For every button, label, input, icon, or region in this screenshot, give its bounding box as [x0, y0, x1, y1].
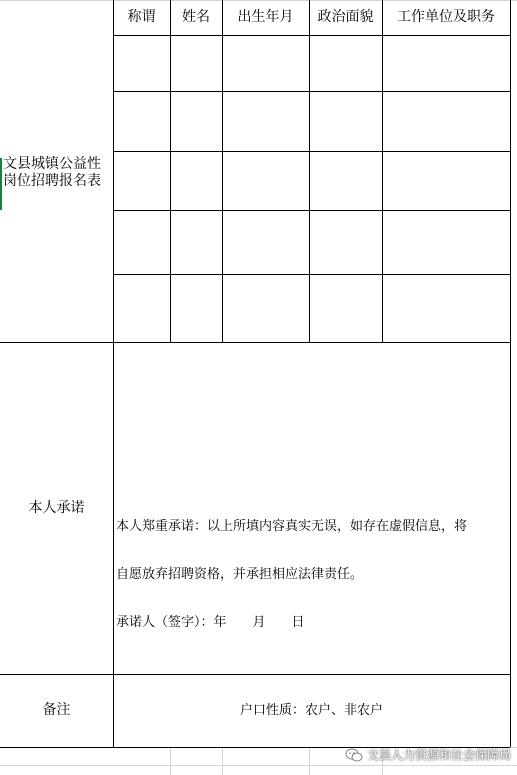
form-title-line: 岗位招聘报名表 — [3, 173, 101, 189]
grid-line — [0, 765, 517, 766]
table-border — [113, 151, 510, 152]
column-header-political-status[interactable]: 政治面貌 — [317, 9, 374, 25]
column-header-title[interactable]: 称谓 — [127, 9, 156, 25]
form-title[interactable] — [0, 156, 113, 196]
grid-line — [170, 747, 171, 775]
column-header-name[interactable]: 姓名 — [182, 9, 210, 25]
table-border — [309, 0, 310, 342]
table-border — [510, 0, 511, 747]
table-border — [170, 0, 171, 342]
table-border — [113, 91, 510, 92]
table-border — [113, 274, 510, 275]
grid-line — [222, 747, 223, 775]
watermark — [345, 746, 511, 763]
watermark-text: 文县人力资源和社会保障局 — [366, 748, 511, 762]
pledge-text[interactable] — [116, 487, 508, 630]
table-border — [382, 0, 383, 342]
table-border — [113, 210, 510, 211]
table-border — [113, 35, 510, 36]
cell-selection-indicator — [0, 158, 2, 210]
wechat-icon — [345, 748, 363, 762]
pledge-label[interactable]: 本人承诺 — [28, 499, 85, 516]
pledge-text-line: 本人郑重承诺：以上所填内容真实无误，如存在虚假信息，将 — [116, 519, 468, 534]
table-border — [222, 0, 223, 342]
column-header-birth[interactable]: 出生年月 — [237, 9, 294, 25]
column-header-workplace[interactable]: 工作单位及职务 — [397, 9, 495, 25]
form-title-line: 文县城镇公益性 — [3, 156, 101, 172]
pledge-text-line: 自愿放弃招聘资格，并承担相应法律责任。 — [116, 567, 364, 582]
table-border — [113, 0, 114, 747]
pledge-signature-line: 承诺人（签字）：年 月 日 — [116, 615, 305, 630]
grid-line — [309, 747, 310, 775]
remark-label[interactable]: 备注 — [42, 702, 71, 718]
remark-text[interactable]: 户口性质：农户、非农户 — [239, 703, 383, 718]
